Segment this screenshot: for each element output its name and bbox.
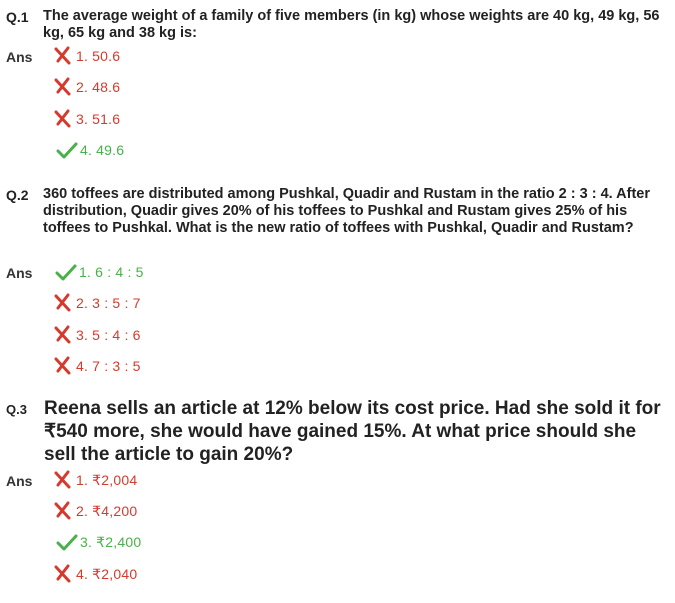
cross-icon [52, 501, 74, 521]
option-2 [52, 292, 141, 314]
option-label: 2. ₹4,200 [76, 502, 138, 519]
cross-icon [52, 325, 74, 345]
option-4 [56, 139, 124, 161]
option-4 [52, 355, 141, 377]
option-label: 1. 50.6 [76, 48, 121, 64]
cross-icon [52, 46, 74, 66]
question-text: Reena sells an article at 12% below its cost price. Had she sold it for ₹540 more, she would have gained 15%. At what price should she sell the article to gain 20%? [44, 398, 661, 465]
option-3 [56, 531, 141, 553]
option-2 [52, 76, 120, 98]
question-text: The average weight of a family of five members (in kg) whose weights are 40 kg, 49 kg, 56 kg, 65 kg and 38 kg is: [43, 8, 660, 41]
question-number: Q.2 [6, 187, 29, 203]
cross-icon [52, 77, 74, 97]
question-number: Q.1 [6, 9, 29, 25]
option-label: 4. 49.6 [80, 142, 125, 158]
cross-icon [52, 564, 74, 584]
option-label: 3. 5 : 4 : 6 [76, 327, 141, 343]
option-1 [52, 45, 120, 67]
question-number: Q.3 [6, 402, 27, 417]
answer-label: Ans [6, 265, 33, 281]
cross-icon [52, 470, 74, 490]
option-label: 2. 48.6 [76, 79, 121, 95]
check-icon [55, 262, 77, 282]
option-label: 3. 51.6 [76, 111, 121, 127]
option-1 [52, 469, 137, 491]
cross-icon [52, 109, 74, 129]
question-text: 360 toffees are distributed among Pushkal, Quadir and Rustam in the ratio 2 : 3 : 4. After distribution, Quadir gives 20% of his toffees to Pushkal and Rustam gives 25% of his toffees to Pushkal. What is the new ratio of toffees with Pushkal, Quadir and Rustam? [43, 186, 650, 236]
option-3 [52, 324, 141, 346]
option-label: 1. ₹2,004 [76, 471, 138, 488]
option-2 [52, 500, 137, 522]
cross-icon [52, 356, 74, 376]
option-label: 2. 3 : 5 : 7 [76, 295, 141, 311]
check-icon [56, 140, 78, 160]
option-3 [52, 108, 120, 130]
answer-label: Ans [6, 49, 33, 65]
answer-label: Ans [6, 473, 33, 489]
option-4 [52, 563, 137, 585]
option-label: 3. ₹2,400 [80, 533, 142, 550]
option-label: 4. 7 : 3 : 5 [76, 358, 141, 374]
option-1 [55, 261, 144, 283]
option-label: 1. 6 : 4 : 5 [79, 264, 144, 280]
option-label: 4. ₹2,040 [76, 565, 138, 582]
cross-icon [52, 293, 74, 313]
check-icon [56, 532, 78, 552]
